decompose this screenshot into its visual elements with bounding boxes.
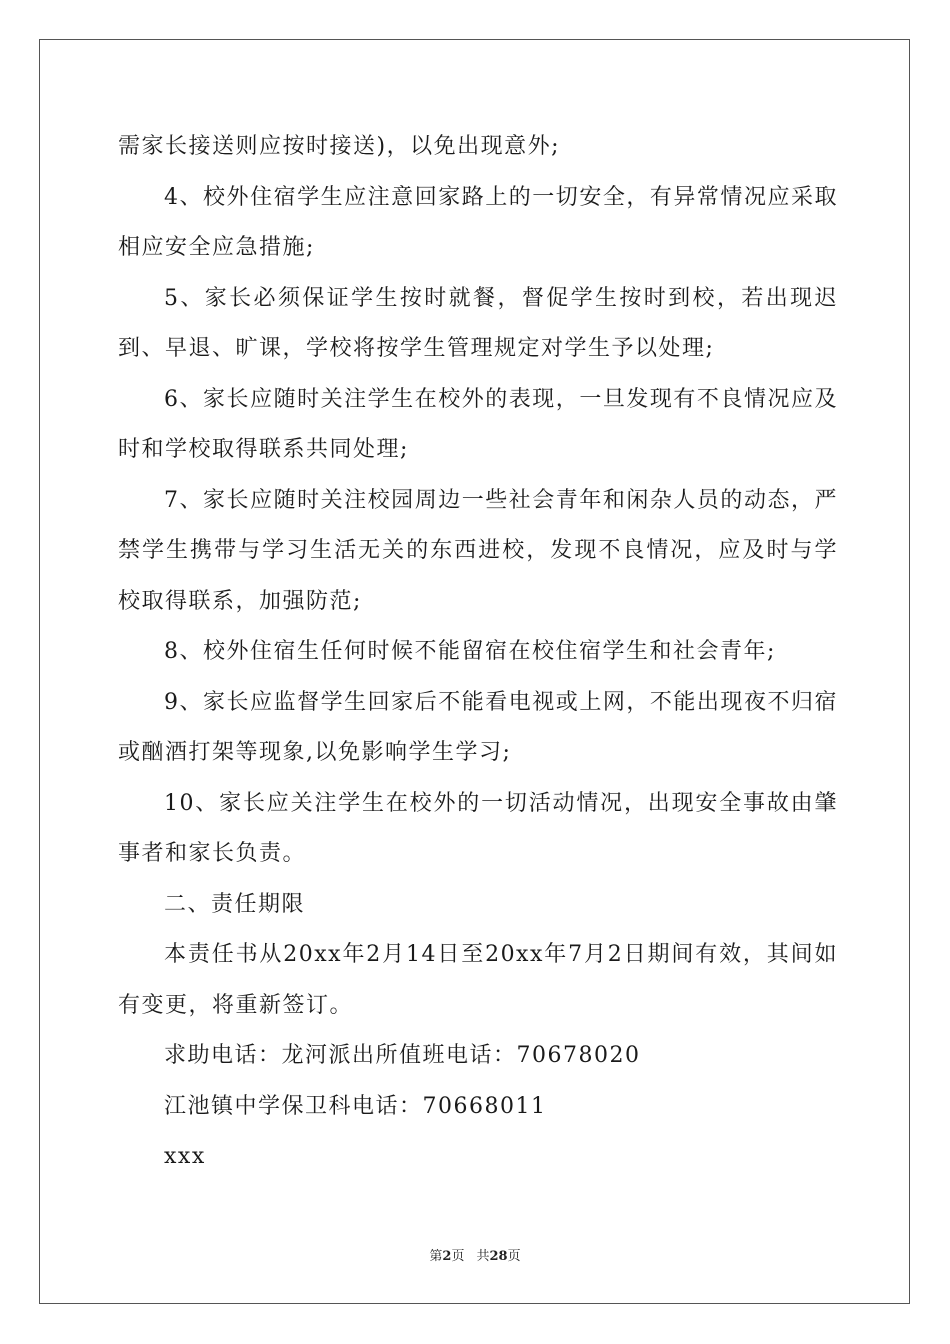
page-prefix: 第 xyxy=(429,1249,443,1264)
paragraph: 7、家长应随时关注校园周边一些社会青年和闲杂人员的动态，严禁学生携带与学习生活无关的东西进校，发现不良情况，应及时与学校取得联系，加强防范; xyxy=(118,487,838,614)
contact-line: 江池镇中学保卫科电话：70668011 xyxy=(164,1093,547,1119)
page-footer xyxy=(0,1245,950,1264)
total-prefix: 共 xyxy=(476,1249,490,1264)
total-pages: 28 xyxy=(489,1249,508,1264)
signature-line: xxx xyxy=(164,1144,206,1169)
contact-line: 求助电话：龙河派出所值班电话：70678020 xyxy=(164,1043,641,1068)
paragraph: 4、校外住宿学生应注意回家路上的一切安全，有异常情况应采取相应安全应急措施; xyxy=(118,184,838,260)
total-suffix: 页 xyxy=(507,1249,521,1264)
paragraph: 6、家长应随时关注学生在校外的表现，一旦发现有不良情况应及时和学校取得联系共同处理; xyxy=(118,386,838,462)
paragraph: 9、家长应监督学生回家后不能看电视或上网，不能出现夜不归宿或酗酒打架等现象,以免影响学生学习; xyxy=(118,689,838,765)
paragraph: 8、校外住宿生任何时候不能留宿在校住宿学生和社会青年; xyxy=(164,639,776,664)
page-number: 2 xyxy=(442,1249,452,1264)
page-suffix: 页 xyxy=(451,1249,465,1264)
document-body xyxy=(118,122,838,1183)
paragraph: 5、家长必须保证学生按时就餐，督促学生按时到校，若出现迟到、早退、旷课，学校将按学生管理规定对学生予以处理; xyxy=(118,285,838,361)
paragraph: 10、家长应关注学生在校外的一切活动情况，出现安全事故由肇事者和家长负责。 xyxy=(118,790,838,866)
section-heading: 二、责任期限 xyxy=(164,891,306,917)
paragraph: 需家长接送则应按时接送)，以免出现意外; xyxy=(118,134,560,159)
paragraph: 本责任书从20xx年2月14日至20xx年7月2日期间有效，其间如有变更，将重新签订。 xyxy=(118,942,838,1018)
